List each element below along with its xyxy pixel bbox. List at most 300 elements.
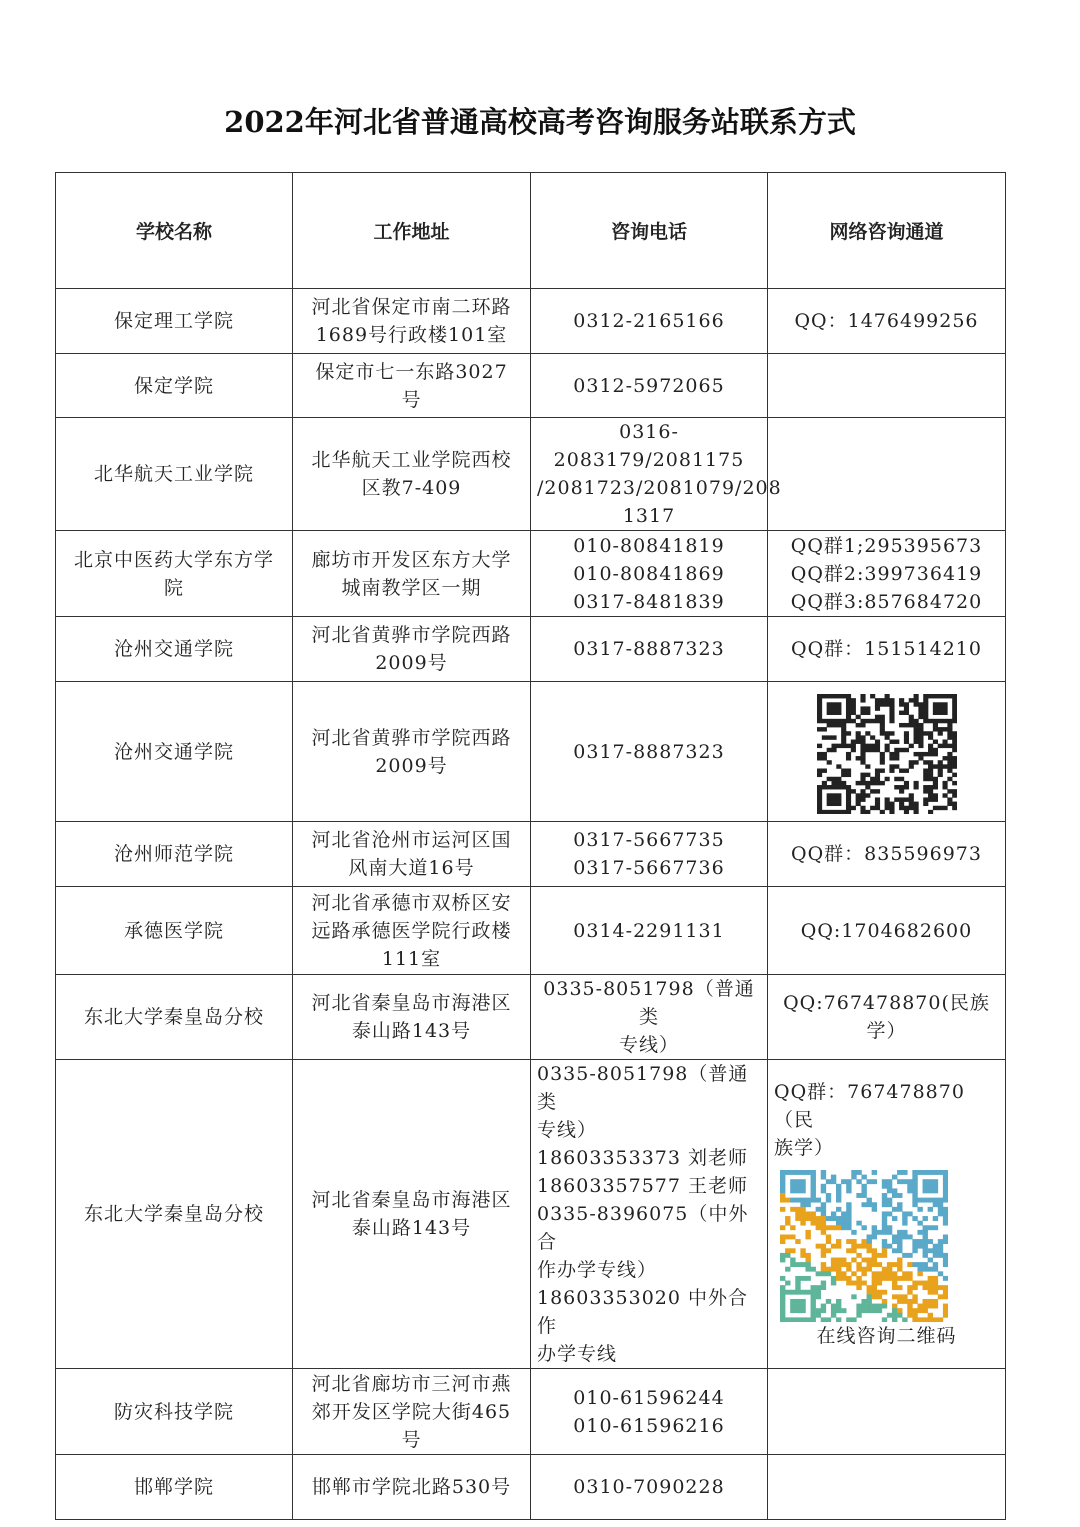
qr-module: [933, 1225, 938, 1230]
qr-module: [899, 768, 904, 772]
table-row: [56, 1060, 1006, 1369]
qr-module: [952, 706, 957, 710]
qr-module: [892, 1271, 897, 1276]
qr-module: [836, 1304, 841, 1309]
qr-module: [882, 1211, 887, 1216]
qr-module: [851, 1244, 856, 1249]
qr-module: [882, 1304, 887, 1309]
qr-module: [831, 747, 836, 751]
qr-module: [836, 801, 841, 805]
qr-module: [937, 805, 942, 809]
qr-module: [952, 710, 957, 714]
qr-module: [811, 1193, 816, 1198]
qr-module: [836, 743, 841, 747]
qr-module: [877, 1262, 882, 1267]
qr-module: [817, 789, 822, 793]
qr-module: [795, 1299, 800, 1304]
qr-module: [952, 739, 957, 743]
qr-module: [923, 789, 928, 793]
phone: 0335-8051798（普通类 专线）: [531, 975, 768, 1060]
address: 河北省承德市双桥区安 远路承德医学院行政楼 111室: [293, 887, 531, 975]
qr-module: [947, 722, 952, 726]
phone: 0317-8887323: [531, 617, 768, 682]
qr-module: [836, 706, 841, 710]
qr-module: [882, 1216, 887, 1221]
qr-module: [907, 1211, 912, 1216]
qr-module: [928, 760, 933, 764]
qr-module: [826, 735, 831, 739]
qr-module: [943, 1221, 948, 1226]
qr-module: [836, 710, 841, 714]
qr-module: [865, 731, 870, 735]
qr-module: [831, 710, 836, 714]
qr-module: [805, 1202, 810, 1207]
qr-module: [817, 743, 822, 747]
qr-module: [918, 743, 923, 747]
qr-module: [780, 1184, 785, 1189]
qr-module: [800, 1216, 805, 1221]
qr-module: [855, 801, 860, 805]
qr-module: [850, 706, 855, 710]
qr-module: [933, 1184, 938, 1189]
qr-module: [908, 698, 913, 702]
qr-module: [870, 718, 875, 722]
qr-module: [918, 756, 923, 760]
qr-module: [917, 1170, 922, 1175]
qr-module: [841, 768, 846, 772]
qr-module: [943, 1184, 948, 1189]
qr-module: [937, 760, 942, 764]
qr-module: [897, 1207, 902, 1212]
qr-module: [923, 1253, 928, 1258]
qr-module: [928, 772, 933, 776]
qr-module: [937, 764, 942, 768]
qr-module: [836, 1258, 841, 1263]
qr-module: [800, 1317, 805, 1322]
qr-module: [821, 1188, 826, 1193]
qr-module: [907, 1276, 912, 1281]
qr-module: [841, 1258, 846, 1263]
qr-module: [889, 710, 894, 714]
qr-module: [892, 1276, 897, 1281]
qr-module: [903, 809, 908, 813]
qr-module: [816, 1225, 821, 1230]
qr-module: [795, 1290, 800, 1295]
qr-module: [889, 698, 894, 702]
qr-module: [892, 1239, 897, 1244]
qr-module: [907, 1308, 912, 1313]
qr-module: [851, 1170, 856, 1175]
online-consult-qr-code-icon: [780, 1170, 948, 1322]
qr-module: [912, 1239, 917, 1244]
qr-module: [860, 772, 865, 776]
qr-module: [821, 1175, 826, 1180]
qr-module: [933, 1216, 938, 1221]
qr-module: [947, 768, 952, 772]
wechat-qr-code-icon: [817, 694, 957, 814]
qr-module: [942, 706, 947, 710]
qr-module: [912, 1216, 917, 1221]
qr-module: [894, 776, 899, 780]
online-channel: [768, 1455, 1006, 1520]
qr-module: [892, 1313, 897, 1318]
qr-module: [811, 1198, 816, 1203]
qr-module: [902, 1179, 907, 1184]
qr-module: [867, 1239, 872, 1244]
qr-module: [938, 1211, 943, 1216]
qr-module: [874, 702, 879, 706]
phone: 0317-5667735 0317-5667736: [531, 822, 768, 887]
qr-module: [923, 1299, 928, 1304]
qr-module: [856, 1170, 861, 1175]
qr-module: [874, 706, 879, 710]
qr-module: [947, 801, 952, 805]
qr-module: [872, 1253, 877, 1258]
qr-module: [923, 1198, 928, 1203]
school-name: 保定理工学院: [56, 289, 293, 354]
qr-module: [841, 722, 846, 726]
qr-module: [938, 1294, 943, 1299]
qr-module: [867, 1202, 872, 1207]
qr-module: [937, 743, 942, 747]
qr-module: [884, 735, 889, 739]
qr-module: [912, 1299, 917, 1304]
qr-module: [899, 789, 904, 793]
qr-module: [846, 1216, 851, 1221]
qr-module: [826, 702, 831, 706]
qr-module: [780, 1170, 785, 1175]
qr-module: [785, 1267, 790, 1272]
qr-module: [882, 1244, 887, 1249]
qr-module: [821, 1221, 826, 1226]
qr-module: [889, 718, 894, 722]
qr-module: [884, 694, 889, 698]
qr-module: [821, 1308, 826, 1313]
qr-module: [836, 1299, 841, 1304]
qr-module: [821, 1207, 826, 1212]
qr-module: [826, 801, 831, 805]
qr-module: [928, 1179, 933, 1184]
qr-module: [821, 1248, 826, 1253]
qr-module: [928, 1304, 933, 1309]
qr-module: [817, 706, 822, 710]
school-name: 北京中医药大学东方学 院: [56, 531, 293, 617]
qr-module: [845, 694, 850, 698]
qr-module: [846, 1221, 851, 1226]
table-row: [56, 975, 1006, 1060]
qr-module: [800, 1221, 805, 1226]
qr-module: [817, 801, 822, 805]
qr-module: [889, 801, 894, 805]
qr-module: [897, 1285, 902, 1290]
qr-module: [874, 714, 879, 718]
qr-module: [938, 1239, 943, 1244]
qr-module: [923, 714, 928, 718]
qr-module: [887, 1188, 892, 1193]
qr-module: [952, 793, 957, 797]
qr-module: [861, 1299, 866, 1304]
qr-module: [923, 1179, 928, 1184]
qr-module: [908, 805, 913, 809]
qr-module: [861, 1258, 866, 1263]
qr-module: [877, 1230, 882, 1235]
qr-module: [947, 756, 952, 760]
qr-module: [923, 706, 928, 710]
qr-module: [892, 1193, 897, 1198]
contact-table: [55, 172, 1006, 1520]
header-address: 工作地址: [293, 173, 531, 289]
school-name: 承德医学院: [56, 887, 293, 975]
qr-module: [908, 801, 913, 805]
qr-module: [821, 1271, 826, 1276]
qr-module: [903, 722, 908, 726]
qr-module: [884, 731, 889, 735]
qr-module: [795, 1188, 800, 1193]
qr-module: [811, 1290, 816, 1295]
qr-module: [937, 772, 942, 776]
qr-module: [942, 718, 947, 722]
qr-module: [826, 1234, 831, 1239]
qr-module: [821, 718, 826, 722]
phone: 0317-8887323: [531, 682, 768, 822]
qr-module: [952, 789, 957, 793]
qr-module: [836, 1207, 841, 1212]
qr-module: [897, 1276, 902, 1281]
qr-module: [826, 797, 831, 801]
qr-module: [937, 706, 942, 710]
qr-module: [897, 1308, 902, 1313]
qr-module: [874, 797, 879, 801]
qr-module: [865, 809, 870, 813]
qr-module: [899, 797, 904, 801]
qr-module: [826, 694, 831, 698]
qr-module: [877, 1308, 882, 1313]
qr-module: [800, 1276, 805, 1281]
qr-module: [928, 1198, 933, 1203]
table-row: [56, 617, 1006, 682]
qr-module: [913, 805, 918, 809]
qr-module: [826, 1225, 831, 1230]
qr-module: [892, 1308, 897, 1313]
qr-module: [800, 1253, 805, 1258]
qr-module: [903, 710, 908, 714]
qr-module: [897, 1248, 902, 1253]
qr-module: [942, 727, 947, 731]
qr-module: [805, 1216, 810, 1221]
school-name: 东北大学秦皇岛分校: [56, 975, 293, 1060]
qr-module: [826, 718, 831, 722]
qr-module: [860, 776, 865, 780]
qr-module: [913, 751, 918, 755]
qr-module: [903, 702, 908, 706]
qr-module: [874, 801, 879, 805]
qr-module: [805, 1234, 810, 1239]
qr-module: [882, 1193, 887, 1198]
table-row: [56, 289, 1006, 354]
online-text: QQ群：767478870（民 族学）: [774, 1081, 965, 1159]
qr-module: [817, 768, 822, 772]
qr-module: [874, 776, 879, 780]
qr-module: [923, 731, 928, 735]
qr-module: [805, 1211, 810, 1216]
qr-module: [932, 747, 937, 751]
qr-module: [952, 756, 957, 760]
qr-module: [831, 718, 836, 722]
qr-module: [928, 1299, 933, 1304]
qr-module: [923, 1239, 928, 1244]
qr-module: [923, 776, 928, 780]
qr-module: [836, 718, 841, 722]
qr-module: [947, 776, 952, 780]
qr-module: [872, 1294, 877, 1299]
qr-module: [831, 797, 836, 801]
qr-module: [918, 714, 923, 718]
qr-module: [902, 1294, 907, 1299]
qr-module: [836, 1244, 841, 1249]
online-channel: [768, 682, 1006, 822]
qr-module: [942, 756, 947, 760]
qr-module: [841, 1271, 846, 1276]
qr-module: [836, 1198, 841, 1203]
address: 河北省黄骅市学院西路 2009号: [293, 617, 531, 682]
qr-module: [932, 710, 937, 714]
qr-module: [785, 1317, 790, 1322]
qr-module: [887, 1184, 892, 1189]
qr-module: [923, 1304, 928, 1309]
qr-module: [872, 1230, 877, 1235]
qr-module: [795, 1211, 800, 1216]
qr-module: [811, 1175, 816, 1180]
qr-module: [884, 776, 889, 780]
qr-module: [897, 1313, 902, 1318]
qr-module: [856, 1253, 861, 1258]
qr-module: [861, 1271, 866, 1276]
qr-module: [877, 1304, 882, 1309]
qr-module: [937, 768, 942, 772]
qr-module: [845, 756, 850, 760]
qr-module: [884, 805, 889, 809]
qr-module: [942, 764, 947, 768]
qr-module: [872, 1202, 877, 1207]
qr-module: [928, 1239, 933, 1244]
qr-module: [870, 694, 875, 698]
qr-module: [923, 1308, 928, 1313]
qr-module: [952, 772, 957, 776]
qr-module: [874, 805, 879, 809]
qr-module: [943, 1258, 948, 1263]
qr-module: [836, 1225, 841, 1230]
qr-module: [943, 1239, 948, 1244]
qr-module: [817, 698, 822, 702]
qr-module: [826, 1267, 831, 1272]
qr-module: [805, 1267, 810, 1272]
qr-module: [821, 735, 826, 739]
qr-module: [845, 772, 850, 776]
qr-module: [932, 706, 937, 710]
qr-module: [882, 1267, 887, 1272]
qr-module: [817, 797, 822, 801]
qr-module: [928, 1225, 933, 1230]
qr-module: [932, 718, 937, 722]
qr-module: [892, 1281, 897, 1286]
qr-module: [907, 1179, 912, 1184]
qr-module: [923, 1234, 928, 1239]
qr-module: [913, 694, 918, 698]
school-name: 沧州交通学院: [56, 617, 293, 682]
qr-module: [933, 1202, 938, 1207]
qr-module: [816, 1313, 821, 1318]
phone: 0312-5972065: [531, 354, 768, 418]
qr-module: [800, 1290, 805, 1295]
qr-module: [928, 747, 933, 751]
qr-module: [800, 1202, 805, 1207]
qr-module: [845, 805, 850, 809]
qr-module: [902, 1211, 907, 1216]
qr-module: [937, 710, 942, 714]
qr-module: [855, 793, 860, 797]
qr-module: [913, 760, 918, 764]
phone: 0316-2083179/2081175 /2081723/2081079/208 1317: [531, 418, 768, 531]
qr-module: [780, 1313, 785, 1318]
qr-module: [780, 1304, 785, 1309]
qr-module: [947, 760, 952, 764]
qr-module: [856, 1244, 861, 1249]
qr-module: [928, 1188, 933, 1193]
qr-module: [861, 1304, 866, 1309]
qr-module: [811, 1313, 816, 1318]
qr-module: [846, 1267, 851, 1272]
qr-module: [912, 1198, 917, 1203]
qr-module: [850, 743, 855, 747]
qr-module: [894, 785, 899, 789]
qr-module: [892, 1175, 897, 1180]
qr-module: [826, 722, 831, 726]
qr-module: [892, 1234, 897, 1239]
qr-module: [907, 1290, 912, 1295]
qr-module: [841, 739, 846, 743]
page-title: 2022年河北省普通高校高考咨询服务站联系方式: [224, 105, 856, 139]
qr-module: [938, 1198, 943, 1203]
qr-module: [942, 739, 947, 743]
qr-module: [928, 793, 933, 797]
qr-module: [943, 1207, 948, 1212]
qr-module: [826, 1193, 831, 1198]
qr-module: [943, 1313, 948, 1318]
qr-module: [850, 739, 855, 743]
qr-module: [952, 718, 957, 722]
qr-module: [877, 1281, 882, 1286]
qr-module: [860, 756, 865, 760]
qr-module: [887, 1313, 892, 1318]
qr-module: [897, 1179, 902, 1184]
qr-module: [846, 1225, 851, 1230]
qr-module: [952, 801, 957, 805]
qr-module: [836, 1193, 841, 1198]
address: 河北省保定市南二环路 1689号行政楼101室: [293, 289, 531, 354]
qr-module: [780, 1175, 785, 1180]
qr-module: [908, 714, 913, 718]
qr-module: [780, 1290, 785, 1295]
qr-module: [850, 747, 855, 751]
address: 河北省沧州市运河区国 风南大道16号: [293, 822, 531, 887]
qr-module: [912, 1202, 917, 1207]
qr-module: [952, 760, 957, 764]
qr-module: [795, 1216, 800, 1221]
qr-module: [811, 1216, 816, 1221]
qr-module: [790, 1234, 795, 1239]
qr-module: [943, 1198, 948, 1203]
qr-module: [836, 702, 841, 706]
